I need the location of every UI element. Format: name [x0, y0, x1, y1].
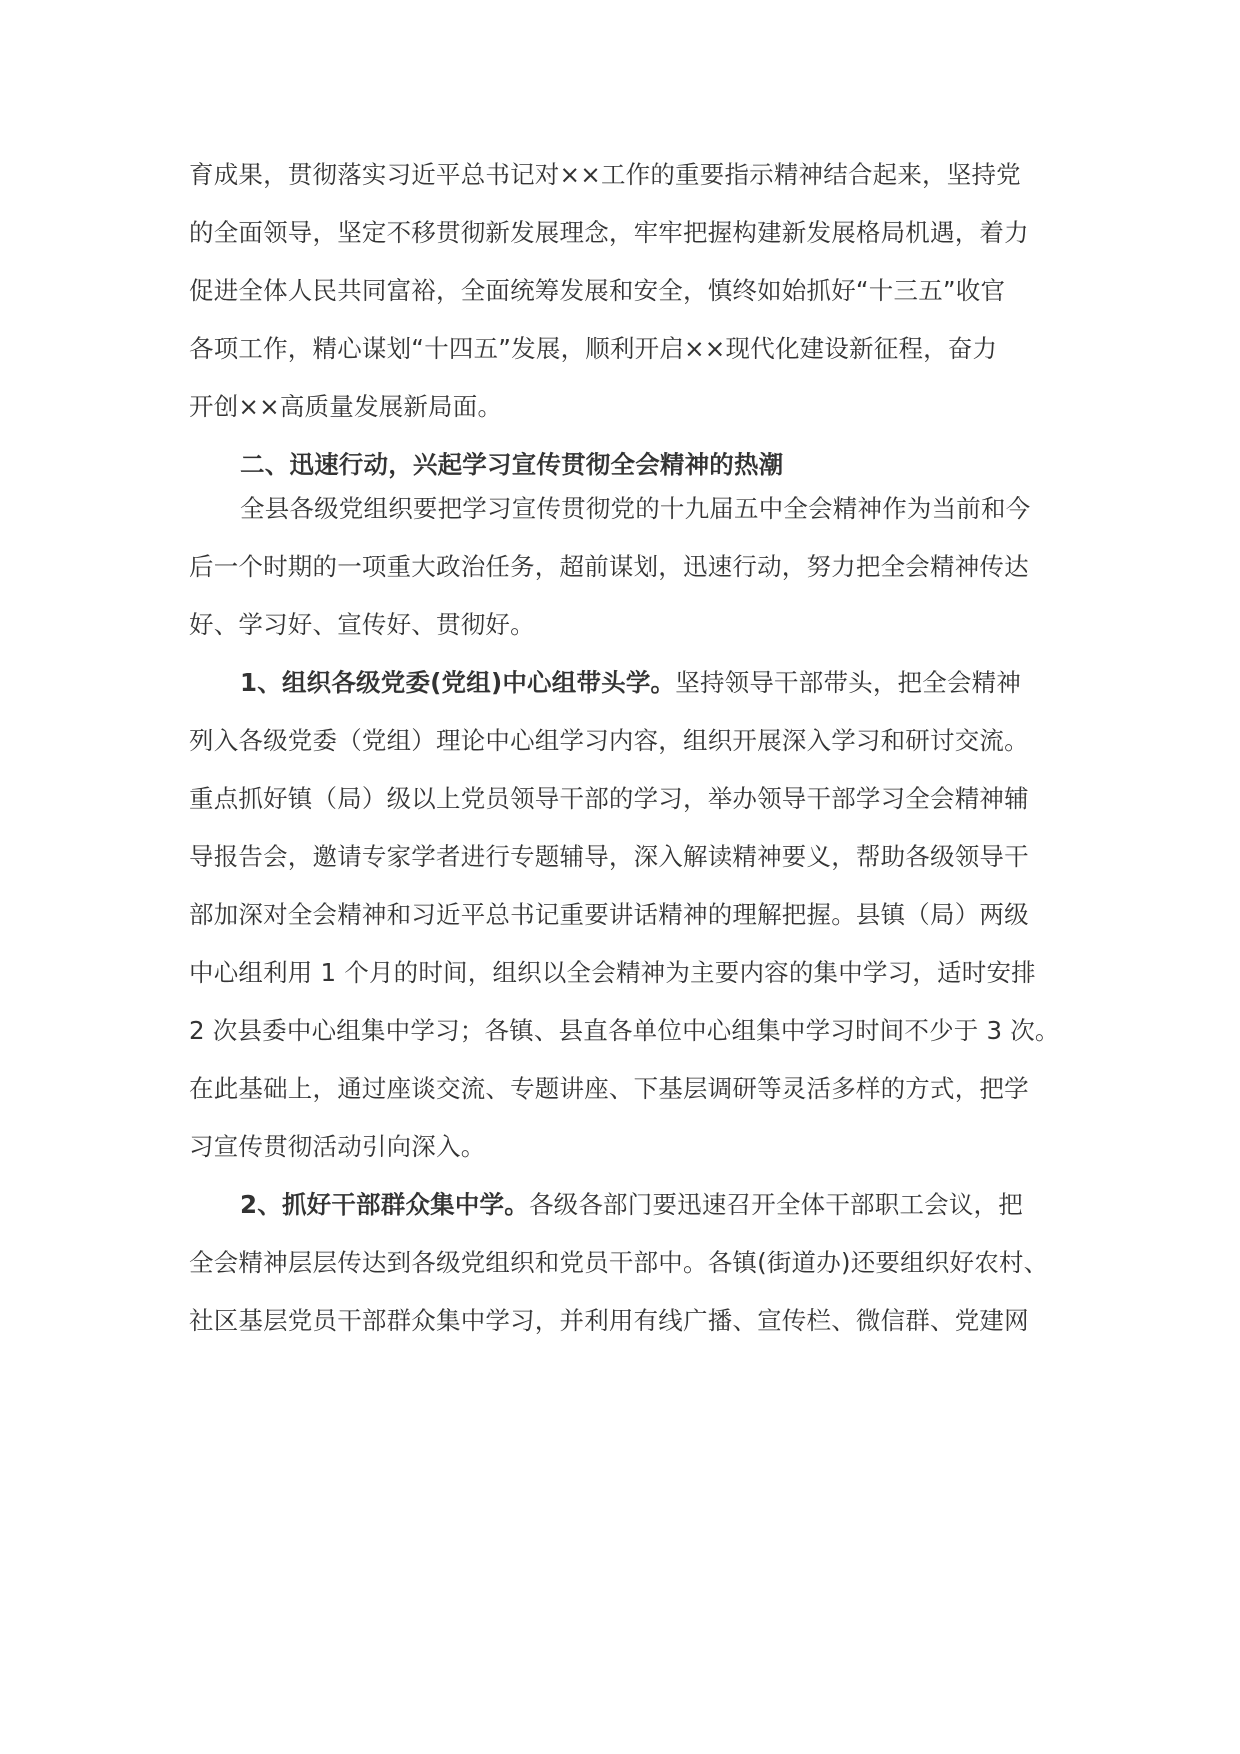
item1-line: 导报告会，邀请专家学者进行专题辅导，深入解读精神要义，帮助各级领导干 [189, 842, 1029, 871]
item2-title: 2、抓好干部群众集中学。 [240, 1190, 529, 1219]
item1-line: 在此基础上，通过座谈交流、专题讲座、下基层调研等灵活多样的方式，把学 [189, 1074, 1029, 1103]
section-para-line-1: 全县各级党组织要把学习宣传贯彻党的十九届五中全会精神作为当前和今 [240, 494, 1031, 523]
item2-line: 社区基层党员干部群众集中学习，并利用有线广播、宣传栏、微信群、党建网 [189, 1306, 1029, 1335]
intro-line-5: 开创××高质量发展新局面。 [189, 392, 503, 421]
intro-line-1: 育成果，贯彻落实习近平总书记对××工作的重要指示精神结合起来，坚持党 [189, 160, 1021, 189]
intro-line-3: 促进全体人民共同富裕，全面统筹发展和安全，慎终如始抓好“十三五”收官 [189, 276, 1006, 305]
item2-first-line [240, 1190, 1023, 1220]
section-para-line-3: 好、学习好、宣传好、贯彻好。 [189, 610, 535, 639]
section-para-line-2: 后一个时期的一项重大政治任务，超前谋划，迅速行动，努力把全会精神传达 [189, 552, 1029, 581]
intro-line-4: 各项工作，精心谋划“十四五”发展，顺利开启××现代化建设新征程，奋力 [189, 334, 998, 363]
item1-line: 列入各级党委（党组）理论中心组学习内容，组织开展深入学习和研讨交流。 [189, 726, 1029, 755]
intro-line-2: 的全面领导，坚定不移贯彻新发展理念，牢牢把握构建新发展格局机遇，着力 [189, 218, 1029, 247]
item1-first-line-rest: 坚持领导干部带头，把全会精神 [675, 668, 1022, 697]
section-heading: 二、迅速行动，兴起学习宣传贯彻全会精神的热潮 [240, 450, 784, 479]
item1-line: 中心组利用 1 个月的时间，组织以全会精神为主要内容的集中学习，适时安排 [189, 958, 1036, 987]
item1-line: 重点抓好镇（局）级以上党员领导干部的学习，举办领导干部学习全会精神辅 [189, 784, 1029, 813]
item1-line: 习宣传贯彻活动引向深入。 [189, 1132, 486, 1161]
item2-first-line-rest: 各级各部门要迅速召开全体干部职工会议，把 [528, 1190, 1023, 1219]
item1-line: 部加深对全会精神和习近平总书记重要讲话精神的理解把握。县镇（局）两级 [189, 900, 1029, 929]
item1-line: 2 次县委中心组集中学习；各镇、县直各单位中心组集中学习时间不少于 3 次。 [189, 1016, 1060, 1045]
item1-first-line [240, 668, 1021, 698]
item2-line: 全会精神层层传达到各级党组织和党员干部中。各镇(街道办)还要组织好农村、 [189, 1248, 1049, 1277]
item1-title: 1、组织各级党委(党组)中心组带头学。 [240, 668, 676, 697]
